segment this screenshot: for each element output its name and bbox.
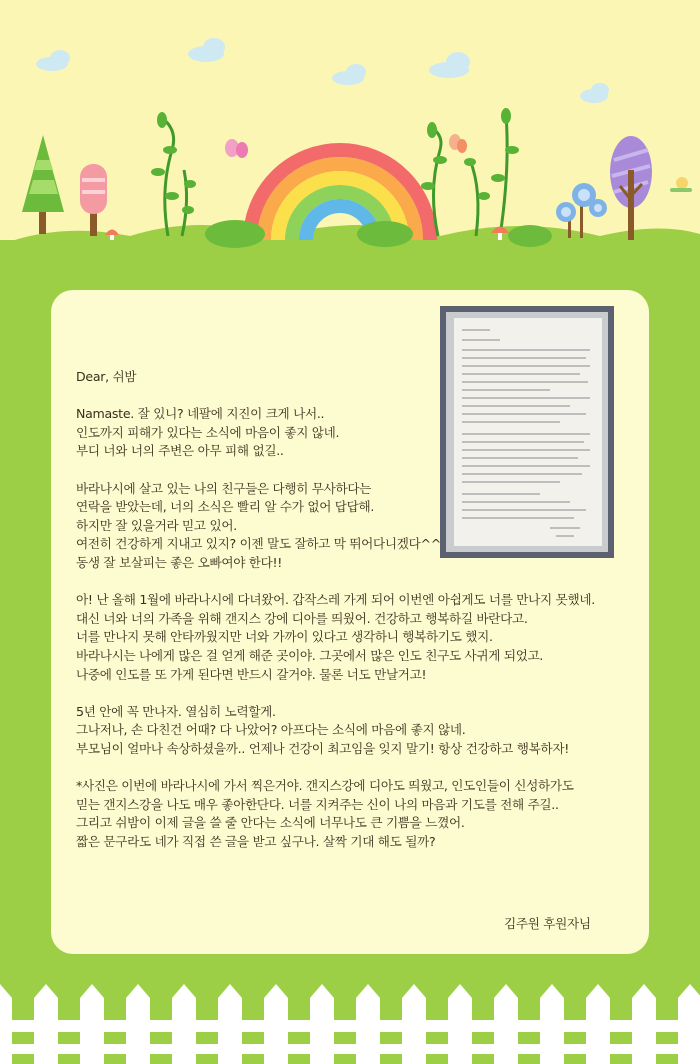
letter-line: 짧은 문구라도 네가 직접 쓴 글을 받고 싶구나. 살짝 기대 해도 될까? [76, 833, 436, 849]
picket-fence [0, 980, 700, 1064]
fence-picket [632, 984, 656, 1064]
fence-picket [0, 984, 12, 1064]
letter-line: *사진은 이번에 바라나시에 가서 찍은거야. 갠지스강에 디아도 띄웠고, 인도인들이 신성하가도 [76, 778, 574, 794]
letter-line: 그나저나, 손 다친건 어때? 다 나았어? 아프다는 소식에 마음에 좋지 않네. [76, 722, 466, 738]
letter-line: 아! 난 올해 1월에 바라나시에 다녀왔어. 갑작스레 가게 되어 이번엔 아쉽게도 너를 만나지 못했네. [76, 592, 595, 608]
fence-picket [448, 984, 472, 1064]
butterfly-icon [449, 134, 467, 153]
letter-line: 여전히 건강하게 지내고 있지? 이젠 말도 잘하고 막 뛰어다니겠다^^ [76, 536, 442, 552]
fence-picket [586, 984, 610, 1064]
letter-signature: 김주원 후원자님 [504, 916, 591, 931]
letter-line: 그리고 쉬밤이 이제 글을 쓸 줄 안다는 소식에 너무나도 큰 기쁨을 느꼈어. [76, 815, 465, 831]
letter-line: 부디 너와 너의 주변은 아무 피해 없길.. [76, 443, 284, 459]
snail-icon [672, 177, 690, 190]
fence-picket [540, 984, 564, 1064]
letter-greeting: Dear, 쉬밤 [76, 369, 137, 384]
fence-picket [356, 984, 380, 1064]
fence-picket [218, 984, 242, 1064]
letter-line: 바라나시는 나에게 많은 걸 얻게 해준 곳이야. 그곳에서 많은 인도 친구도 사귀게 되었고. [76, 647, 544, 663]
fence-picket [310, 984, 334, 1064]
fence-picket [678, 984, 700, 1064]
fence-picket [126, 984, 150, 1064]
letter-line: Namaste. 잘 있니? 네팔에 지진이 크게 나서.. [76, 406, 325, 422]
fence-picket [494, 984, 518, 1064]
pink-tree-icon [80, 164, 107, 236]
meadow-illustration [0, 0, 700, 260]
letter-line: 동생 잘 보살피는 좋은 오빠여야 한다!! [76, 554, 282, 570]
letter-line: 부모님이 얼마나 속상하셨을까.. 언제나 건강이 최고임을 잊지 말기! 항상 건강하고 행복하자! [76, 740, 569, 756]
fence-picket [264, 984, 288, 1064]
purple-tree-icon [610, 136, 652, 240]
letter-line: 연락을 받았는데, 너의 소식은 빨리 알 수가 없어 답답해. [76, 499, 375, 515]
letter-line: 너를 만나지 못해 안타까웠지만 너와 가까이 있다고 생각하니 행복하기도 했지. [76, 629, 493, 645]
letter-line: 하지만 잘 있을거라 믿고 있어. [76, 517, 237, 533]
fence-picket [34, 984, 58, 1064]
letter-line: 믿는 갠지스강을 나도 매우 좋아한단다. 너를 지켜주는 신이 나의 마음과 기도를 전해 주길.. [76, 796, 559, 812]
letter-line: 인도까지 피해가 있다는 소식에 마음이 좋지 않네. [76, 424, 340, 440]
letter-line: 나중에 인도를 또 가게 된다면 반드시 갈거야. 물론 너도 만날거고! [76, 666, 427, 682]
letter-line: 대신 너와 너의 가족을 위해 갠지스 강에 디아를 띄웠어. 건강하고 행복하길 바란다고. [76, 610, 528, 626]
butterfly-icon [225, 139, 248, 158]
fence-picket [402, 984, 426, 1064]
fence-picket [80, 984, 104, 1064]
striped-tree-icon [22, 135, 64, 234]
letter-line: 바라나시에 살고 있는 나의 친구들은 다행히 무사하다는 [76, 480, 372, 496]
vine-icon [162, 118, 187, 236]
fence-picket [172, 984, 196, 1064]
letter-body [76, 368, 636, 851]
letter-line: 5년 안에 꼭 만나자. 열심히 노력할게. [76, 703, 276, 719]
